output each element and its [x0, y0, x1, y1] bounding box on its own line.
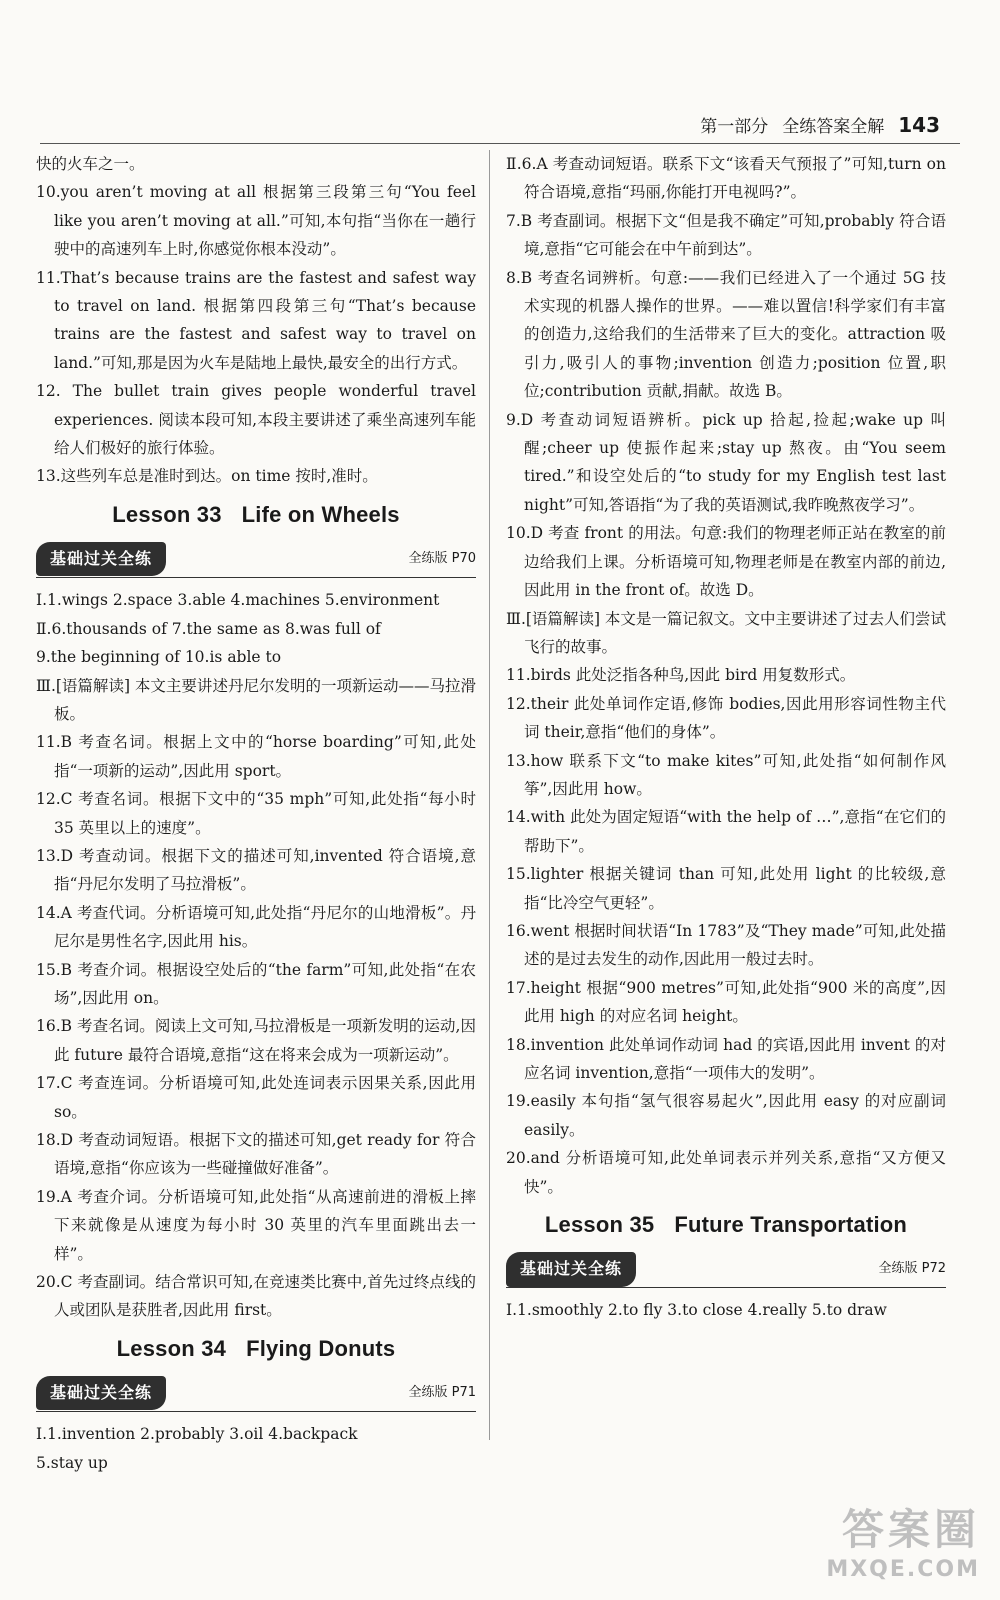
watermark-logo: [826, 1497, 980, 1582]
answer-line: 12.C 考查名词。根据下文中的“35 mph”可知,此处指“每小时 35 英里以上的速度”。: [36, 790, 476, 837]
lesson-number: Lesson 35: [544, 1212, 655, 1238]
answer-line: 14.A 考查代词。分析语境可知,此处指“丹尼尔的山地滑板”。丹尼尔是男性名字,因此用 his。: [36, 903, 476, 951]
answer-line: Ⅲ.[语篇解读] 本文是一篇记叙文。文中主要讲述了过去人们尝试飞行的故事。: [506, 609, 946, 656]
page-number: 143: [898, 113, 940, 137]
answer-line: 13.这些列车总是准时到达。on time 按时,准时。: [36, 467, 378, 486]
practice-badge: 基础过关全练: [506, 1252, 636, 1286]
practice-ref: 全练版 P71: [408, 1385, 476, 1401]
answer-line: 11.B 考查名词。根据上文中的“horse boarding”可知,此处指“一项新的运动”,因此用 sport。: [36, 733, 476, 780]
answer-line: 17.height 根据“900 metres”可知,此处指“900 米的高度”,因此用 high 的对应名词 height。: [506, 978, 946, 1026]
header-section: 第一部分: [700, 117, 769, 137]
answer-line: 18.D 考查动词短语。根据下文的描述可知,get ready for 符合语境,意指“你应该为一些碰撞做好准备”。: [36, 1131, 476, 1178]
answer-line: 11.birds 此处泛指各种鸟,因此 bird 用复数形式。: [506, 666, 856, 685]
answer-line: 12.their 此处单词作定语,修饰 bodies,因此用形容词性物主代词 their,意指“他们的身体”。: [506, 694, 946, 742]
answer-line: 10.you aren’t moving at all 根据第三段第三句“You feel like you aren’t moving at all.”可知,本句指“当你在一趟行驶中的高速列车上时,你感觉你根本没动”。: [36, 183, 476, 259]
answer-line: 20.C 考查副词。结合常识可知,在竞速类比赛中,首先过终点线的人或团队是获胜者,因此用 first。: [36, 1273, 476, 1320]
practice-header: [36, 1375, 476, 1412]
practice-badge: 基础过关全练: [36, 1376, 166, 1410]
answer-line: Ⅰ.1.invention 2.probably 3.oil 4.backpack: [36, 1425, 358, 1444]
answer-line: 13.how 联系下文“to make kites”可知,此处指“如何制作风筝”,因此用 how。: [506, 751, 946, 798]
answer-line: 15.lighter 根据关键词 than 可知,此处用 light 的比较级,意指“比冷空气更轻”。: [506, 865, 946, 912]
watermark-url: MXQE.COM: [826, 1557, 980, 1582]
practice-header: [506, 1251, 946, 1288]
answer-line: 15.B 考查介词。根据设空处后的“the farm”可知,此处指“在农场”,因此用 on。: [36, 960, 476, 1007]
right-column: [506, 150, 946, 1325]
lesson-number: Lesson 34: [116, 1335, 227, 1361]
answer-line: 10.D 考查 front 的用法。句意:我们的物理老师正站在教室的前边给我们上课。分析语境可知,物理老师是在教室内部的前边,因此用 in the front of。故选 D。: [506, 524, 946, 600]
answer-line: Ⅱ.6.thousands of 7.the same as 8.was full of: [36, 619, 381, 638]
column-divider: [489, 150, 490, 1440]
lesson-name: Future Transportation: [674, 1212, 908, 1238]
answer-line: Ⅰ.1.wings 2.space 3.able 4.machines 5.environment: [36, 591, 440, 610]
answer-line: 12. The bullet train gives people wonderful travel experiences. 阅读本段可知,本段主要讲述了乘坐高速列车能给人们极好的旅行体验。: [36, 382, 476, 458]
lesson-33-title: [36, 501, 476, 529]
answer-line: 7.B 考查副词。根据下文“但是我不确定”可知,probably 符合语境,意指“它可能会在中午前到达”。: [506, 211, 946, 259]
header-divider: [40, 143, 960, 144]
answer-line: 18.invention 此处单词作动词 had 的宾语,因此用 invent 的对应名词 invention,意指“一项伟大的发明”。: [506, 1035, 946, 1082]
answer-line: 17.C 考查连词。分析语境可知,此处连词表示因果关系,因此用 so。: [36, 1074, 476, 1121]
lesson-name: Life on Wheels: [241, 501, 400, 527]
answer-line: 19.easily 本句指“氢气很容易起火”,因此用 easy 的对应副词 easily。: [506, 1092, 946, 1139]
lesson-number: Lesson 33: [112, 501, 222, 527]
answer-line: 9.the beginning of 10.is able to: [36, 648, 282, 667]
answer-line: 快的火车之一。: [36, 155, 145, 173]
answer-line: 16.went 根据时间状语“In 1783”及“They made”可知,此处描述的是过去发生的动作,因此用一般过去时。: [506, 921, 946, 969]
practice-ref: 全练版 P70: [408, 551, 476, 567]
answer-line: 5.stay up: [36, 1453, 108, 1472]
answer-line: Ⅱ.6.A 考查动词短语。联系下文“该看天气预报了”可知,turn on 符合语境,意指“玛丽,你能打开电视吗?”。: [506, 155, 946, 202]
page-header: [700, 112, 940, 137]
answer-line: 11.That’s because trains are the fastest and safest way to travel on land. 根据第四段第三句“That’s because trains are the fastest and safest way to travel on land.”可知,那是因为火车是陆地上最快,最安全的出行方式。: [36, 268, 476, 372]
answer-line: 8.B 考查名词辨析。句意:——我们已经进入了一个通过 5G 技术实现的机器人操作的世界。——难以置信!科学家们有丰富的创造力,这给我们的生活带来了巨大的变化。attraction 吸引力,吸引人的事物;invention 创造力;position 位置,职位;contribution 贡献,捐献。故选 B。: [506, 268, 946, 401]
header-book: 全练答案全解: [782, 117, 885, 137]
lesson-name: Flying Donuts: [246, 1335, 396, 1361]
answer-line: 20.and 分析语境可知,此处单词表示并列关系,意指“又方便又快”。: [506, 1149, 946, 1196]
watermark-text: 答案圈: [841, 1505, 980, 1554]
lesson-34-title: [36, 1335, 476, 1363]
practice-badge: 基础过关全练: [36, 542, 166, 576]
answer-line: 19.A 考查介词。分析语境可知,此处指“从高速前进的滑板上摔下来就像是从速度为每小时 30 英里的汽车里面跳出去一样”。: [36, 1187, 476, 1263]
answer-line: 13.D 考查动词。根据下文的描述可知,invented 符合语境,意指“丹尼尔发明了马拉滑板”。: [36, 846, 476, 894]
answer-line: 16.B 考查名词。阅读上文可知,马拉滑板是一项新发明的运动,因此 future 最符合语境,意指“这在将来会成为一项新运动”。: [36, 1017, 476, 1064]
answer-line: 9.D 考查动词短语辨析。pick up 拾起,捡起;wake up 叫醒;cheer up 使振作起来;stay up 熬夜。由“You seem tired.”和设空处后的“to study for my English test last night”可知,答语指“为了我的英语测试,我昨晚熬夜学习”。: [506, 410, 946, 514]
answer-line: Ⅲ.[语篇解读] 本文主要讲述丹尼尔发明的一项新运动——马拉滑板。: [36, 676, 476, 723]
answer-line: Ⅰ.1.smoothly 2.to fly 3.to close 4.really 5.to draw: [506, 1301, 887, 1320]
left-column: [36, 150, 476, 1477]
lesson-35-title: [506, 1211, 946, 1239]
practice-ref: 全练版 P72: [878, 1261, 946, 1277]
answer-line: 14.with 此处为固定短语“with the help of …”,意指“在它们的帮助下”。: [506, 808, 946, 855]
practice-header: [36, 541, 476, 578]
